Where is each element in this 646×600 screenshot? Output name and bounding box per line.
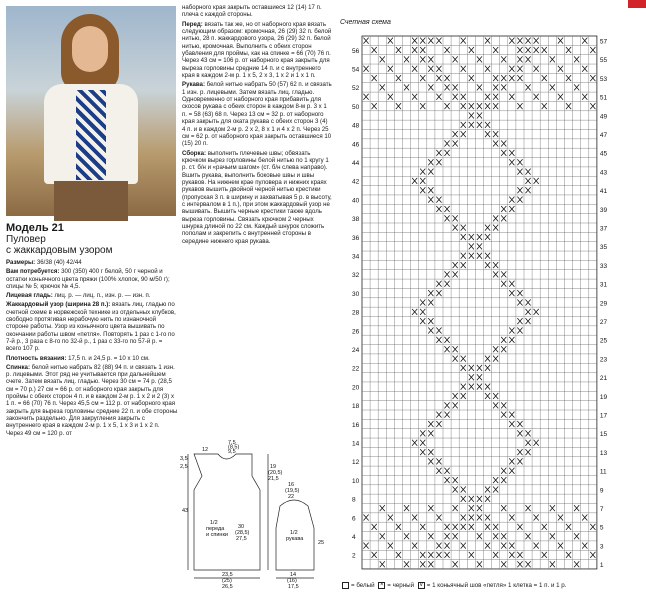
schema-label: 27,5 <box>236 536 247 542</box>
schema-label: 23,5 <box>222 572 233 578</box>
paragraph-label: Размеры: <box>6 259 36 266</box>
paragraph-label: Жаккардовый узор (ширина 28 п.): <box>6 301 111 309</box>
row-number: 44 <box>352 160 360 168</box>
row-number: 18 <box>352 403 360 411</box>
schema-label: 2,5 <box>180 464 188 470</box>
schema-label: 43 <box>182 508 189 514</box>
schema-label: переда <box>206 526 225 532</box>
instruction-paragraph <box>6 364 178 437</box>
paragraph-text: вязать так же, но от наборного края вязать следующим образом: кромочная, 26 (29) 32 п. белой нитью, 28 п. жаккардового узора, 26 (29) 32 п. белой нитью, кромочная. Выполнить с обеих сторон убавления для проймы, как на спинке = 66 (70) 76 п. Через 43 см = 106 р. от наборного края закрыть для выреза горловины средние 14 п. и с внутреннего края в каждом 2-м р. 1 х 5, 2 х 3, 1 х 2 и 1 х 1 п. <box>182 20 332 80</box>
schema-label: 22 <box>288 494 295 500</box>
row-number: 45 <box>599 150 608 158</box>
row-number: 32 <box>352 272 360 280</box>
schema-label: (16) <box>287 578 297 584</box>
schema-label: 30 <box>238 524 245 530</box>
row-number: 10 <box>352 477 360 485</box>
model-name-1: Пуловер <box>6 234 46 245</box>
row-number: 53 <box>599 75 608 83</box>
row-number: 9 <box>599 487 604 495</box>
chart-title: Счетная схема <box>340 19 391 26</box>
schema-label: 25 <box>318 540 325 546</box>
row-number: 37 <box>599 225 608 233</box>
row-number: 33 <box>599 262 608 270</box>
paragraph-label: Сборка: <box>182 149 206 157</box>
row-number: 6 <box>352 515 356 523</box>
schema-label: 21,5 <box>268 476 279 482</box>
row-number: 16 <box>352 421 360 429</box>
row-number: 14 <box>352 440 360 448</box>
row-number: 1 <box>599 562 604 570</box>
row-number: 24 <box>352 347 360 355</box>
paragraph-label: Вам потребуется: <box>6 268 60 276</box>
model-name-2: с жаккардовым узором <box>6 245 113 256</box>
body-outline <box>194 454 260 570</box>
row-number: 5 <box>599 524 604 532</box>
row-number: 25 <box>599 337 608 345</box>
schema-label: (8,5) <box>228 444 240 451</box>
x-square-icon: × <box>380 582 384 588</box>
row-number: 34 <box>352 253 360 261</box>
paragraph-text: 300 (350) 400 г белой, 50 г черной и остатки коньячного цвета пряжи (100% хлопок, 90 м/50 г); спицы № 5; крючок № 4,5. <box>6 268 170 290</box>
row-number: 43 <box>599 169 608 177</box>
legend-v: = 1 коньячный шов «петля» <box>426 582 507 590</box>
schema-label: 17,5 <box>288 584 299 590</box>
paragraph-text: лиц. р. — лиц. п., изн. р. — изн. п. <box>52 292 151 300</box>
photo-pants <box>54 181 128 221</box>
row-number: 39 <box>599 206 608 214</box>
instruction-paragraph <box>6 292 178 299</box>
row-number: 42 <box>352 178 360 186</box>
row-number: 54 <box>352 66 360 74</box>
middle-column <box>182 4 332 247</box>
paragraph-text: выполнить плечевые швы; обвязать крючком вырез горловины белой нитью по 1 кругу 1 р. ст. б/н и «рачьим шагом» (ст. б/н слева направо). Вшить рукава, выполнить боковые швы и швы рукавов. На нижнем крае пуловера и нижних краях рукавов вышить двойной черной нитью крестики (пропуская 3 п. в ширину и захватывая 5 р. в высоту, с интервалом в 1 п.), при этом жаккардовый узор не вышивать. Вышить черные крестики также вдоль выреза горловины. Связать крючком 2 черных шнурка длиной по 22 см. Каждый шнурок сложить пополам и закрепить с внутренней стороны в середине нижнего края рукава. <box>182 149 332 245</box>
paragraph-label: Спинка: <box>6 363 30 371</box>
row-number: 55 <box>599 57 608 65</box>
row-number: 23 <box>599 356 608 364</box>
row-number: 7 <box>599 505 604 513</box>
row-number: 11 <box>599 468 607 476</box>
model-number: Модель 21 <box>6 222 64 234</box>
row-number: 27 <box>599 318 608 326</box>
row-number: 2 <box>352 552 356 560</box>
row-number: 20 <box>352 384 360 392</box>
row-number: 19 <box>599 393 608 401</box>
schema-label: 19 <box>270 464 277 470</box>
paragraph-text: наборного края закрыть оставшиеся 12 (14) 17 п. плеча с каждой стороны. <box>182 4 322 19</box>
instruction-paragraph <box>182 150 332 245</box>
row-number: 35 <box>599 244 608 252</box>
paragraph-label: Рукава: <box>182 81 205 89</box>
paragraph-text: 17,5 п. и 24,5 р. = 10 х 10 см. <box>66 354 150 362</box>
schema-label: (28,5) <box>235 530 250 536</box>
row-number: 38 <box>352 216 360 224</box>
row-number: 46 <box>352 141 360 149</box>
row-number: 51 <box>599 94 608 102</box>
paragraph-text: белой нитью набрать 50 (57) 62 п. и связать 1 изн. р. лицевыми. Затем вязать лиц. гладью. Одновременно от наборного края прибавить для скосов рукава с обеих сторон в каждом 8-м р. 3 х 1 п. = 58 (63) 68 п. Через 13 см = 32 р. от наборного края закрыть для оката рукава с обеих сторон 3 (4) 4 п. и в каждом 2-м р. 2 х 2, 8 х 1 и 4 х 2 п. Через 25 см = 62 р. от наборного края закрыть оставшиеся 10 (15) 20 п. <box>182 81 332 148</box>
paragraph-label: Перед: <box>182 20 203 28</box>
row-number: 22 <box>352 365 360 373</box>
page-corner-marker <box>628 0 646 8</box>
row-number: 4 <box>352 534 356 542</box>
left-column <box>6 222 178 439</box>
row-number: 8 <box>352 496 356 504</box>
paragraph-label: Лицевая гладь: <box>6 292 53 300</box>
legend-rapport: 1 клетка = 1 п. и 1 р. <box>508 582 567 590</box>
row-number: 30 <box>352 290 360 298</box>
left-paragraphs <box>6 259 178 437</box>
paragraph-text: белой нитью набрать 82 (88) 94 п. и связать 1 изн. р. лицевыми. Этот ряд не учитывается при дальнейшем счете. Затем вязать лиц. гладью. Через 30 см = 74 р. (28,5 см = 70 р.) 27 см = 66 р. от наборного края закрыть для проймы с обеих сторон 4 п. и в каждом 2-м р. 1 х 2 и 2 (3) х 1 п. = 66 (70) 76 п. Через 45,5 см = 112 р. от наборного края закрыть для выреза горловины средние 22 п. и обе стороны закончить раздельно. Для закругления закрыть с внутреннего края в каждом 2-м р. 1 х 5, 1 х 3 и 1 х 2 п. Через 49 см = 120 р. от <box>6 363 178 437</box>
v-square-icon: v <box>419 582 423 588</box>
schema-label: 12 <box>202 447 209 453</box>
row-number: 12 <box>352 459 360 467</box>
instruction-paragraph <box>6 301 178 352</box>
chart-legend <box>340 582 566 589</box>
model-photo <box>6 6 176 216</box>
row-number: 15 <box>599 431 608 439</box>
schema-label: 1/2 <box>210 520 218 526</box>
schema-label: 1/2 <box>290 530 298 536</box>
row-number: 50 <box>352 103 360 111</box>
row-number: 31 <box>599 281 608 289</box>
instruction-paragraph <box>182 21 332 80</box>
legend-black: = черный <box>387 582 415 590</box>
schema-label: 16 <box>288 482 295 488</box>
row-number: 21 <box>599 375 608 383</box>
counting-chart <box>352 32 614 580</box>
row-number: 48 <box>352 122 360 130</box>
schema-label: 7,5 <box>228 440 236 446</box>
schema-label: и спинки <box>206 532 228 538</box>
row-number: 36 <box>352 234 360 242</box>
instruction-paragraph <box>182 81 332 147</box>
schema-label: рукава <box>286 536 304 542</box>
instruction-paragraph <box>6 268 178 290</box>
row-number: 29 <box>599 300 608 308</box>
row-number: 28 <box>352 309 360 317</box>
schema-label: 26,5 <box>222 584 233 590</box>
schema-label: (19,5) <box>285 488 300 494</box>
instruction-paragraph <box>182 4 332 19</box>
row-number: 40 <box>352 197 360 205</box>
row-number: 13 <box>599 449 608 457</box>
schema-label: (25) <box>222 578 232 584</box>
row-number: 56 <box>352 47 360 55</box>
white-square-icon <box>342 582 349 589</box>
paragraph-text: вязать лиц. гладью по счетной схеме в норвежской технике из отдельных клубков, свободно протягивая нерабочую нить по изнаночной стороне работы. Узор из коньячного цвета вышивать по окончании работы швом «петля». Повторять 1 раз с 1-го по 7-й р., 3 раза с 8-го по 32-й р., 1 раз с 33-го по 57-й р. = всего 107 р. <box>6 301 176 353</box>
photo-face <box>72 26 108 72</box>
row-number: 47 <box>599 131 608 139</box>
row-number: 49 <box>599 113 608 121</box>
row-number: 3 <box>599 543 604 551</box>
row-number: 52 <box>352 85 360 93</box>
photo-jacquard-pattern <box>76 90 106 180</box>
schema-label: 3,5 <box>180 456 188 462</box>
row-number: 57 <box>599 38 608 46</box>
schema-label: 14 <box>290 572 297 578</box>
instruction-paragraph <box>6 355 178 362</box>
paragraph-label: Плотность вязания: <box>6 354 67 362</box>
paragraph-text: 36/38 (40) 42/44 <box>35 259 82 266</box>
pattern-schematic <box>182 438 332 588</box>
row-number: 17 <box>599 412 608 420</box>
legend-white: = белый <box>351 582 375 590</box>
schema-label: 9,5 <box>228 449 236 455</box>
row-number: 41 <box>599 188 608 196</box>
schema-label: (20,5) <box>268 470 283 476</box>
mid-paragraphs <box>182 4 332 245</box>
row-number: 26 <box>352 328 360 336</box>
instruction-paragraph <box>6 259 178 266</box>
